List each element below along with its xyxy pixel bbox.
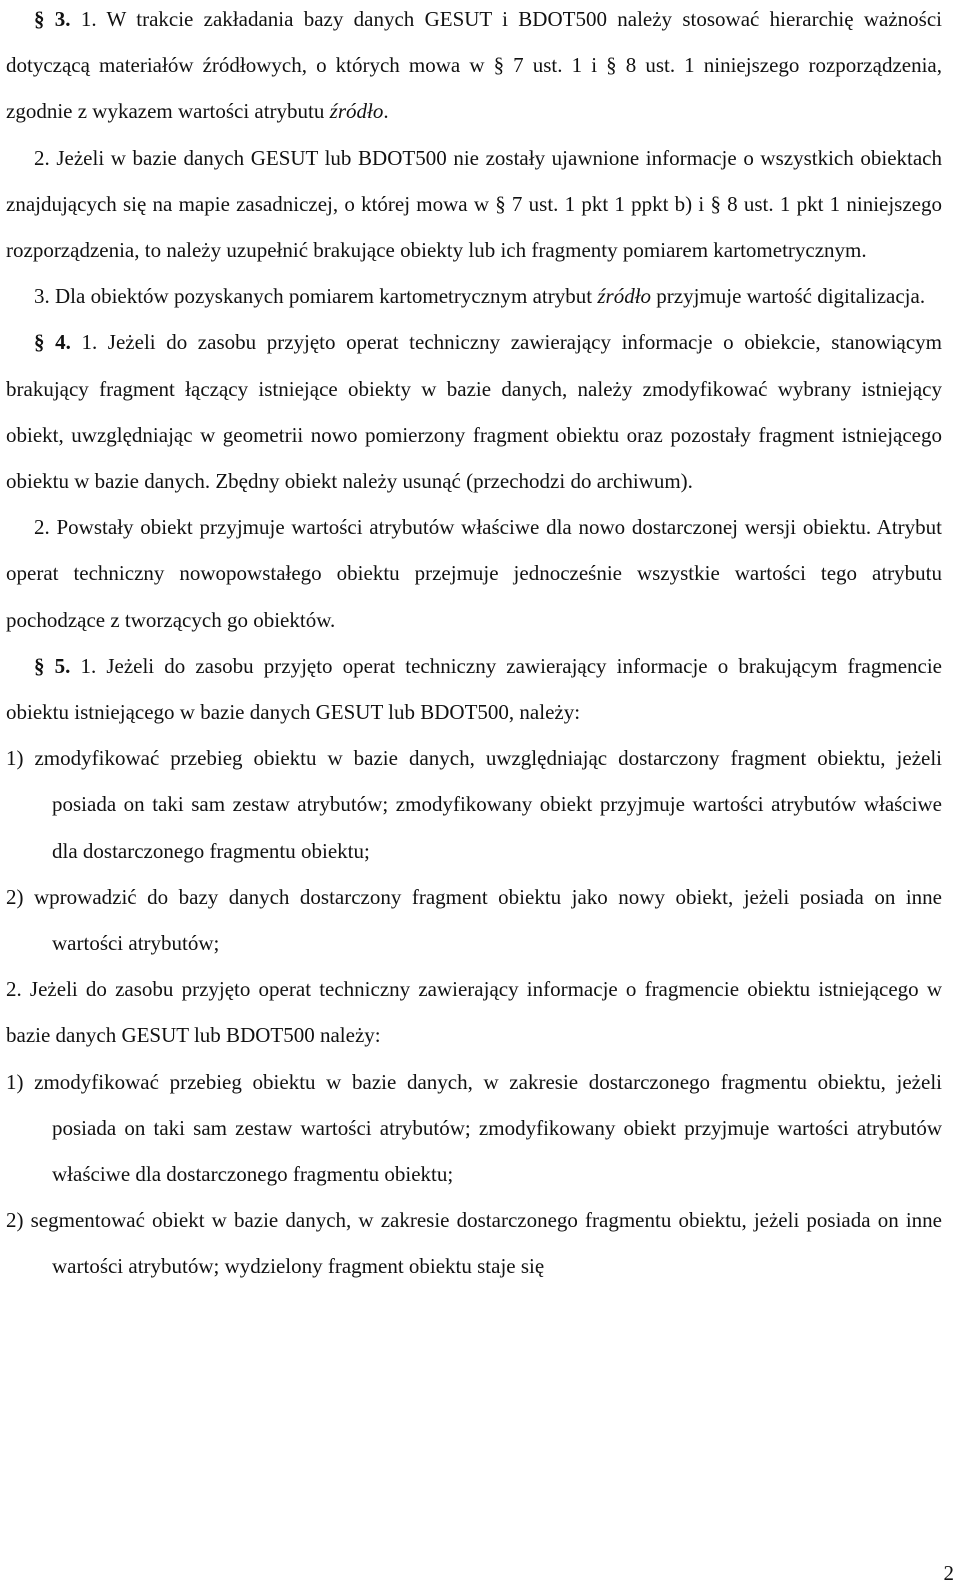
s3-p3-text-b: przyjmuje wartość digitalizacja. xyxy=(651,284,926,309)
s3-p1-italic: źródło xyxy=(329,99,384,124)
s5-p1-list-item-2: 2) wprowadzić do bazy danych dostarczony fragment obiektu jako nowy obiekt, jeżeli posiada on inne wartości atrybutów; xyxy=(6,884,942,956)
s5-p2-text: 2. Jeżeli do zasobu przyjęto operat techniczny zawierający informacje o fragmencie obiektu istniejącego w bazie danych GESUT lub BDOT500 należy: xyxy=(6,977,942,1048)
section-mark-4: § 4. xyxy=(34,330,71,355)
s5-p1-list-item-1: 1) zmodyfikować przebieg obiektu w bazie danych, uwzględniając dostarczony fragment obiektu, jeżeli posiada on taki sam zestaw atrybutów; zmodyfikowany obiekt przyjmuje wartości atrybutów właściwe dla dostarczonego fragmentu obiektu; xyxy=(6,746,942,863)
section-mark-5: § 5. xyxy=(34,653,71,678)
s3-p3-italic: źródło xyxy=(597,284,652,309)
s4-paragraph-1 xyxy=(6,319,942,504)
s4-p1-text: 1. Jeżeli do zasobu przyjęto operat techniczny zawierający informacje o obiekcie, stanowiącym brakujący fragment łączący istniejące obiekty w bazie danych, należy zmodyfikować wybrany istniejący obiekt, uwzględniając w geometrii nowo pomierzony fragment obiektu oraz pozostały fragment istniejącego obiektu w bazie danych. Zbędny obiekt należy usunąć (przechodzi do archiwum). xyxy=(6,330,943,494)
s3-paragraph-2 xyxy=(6,135,942,274)
s5-p2-list-item-2: 2) segmentować obiekt w bazie danych, w zakresie dostarczonego fragmentu obiektu, jeżeli posiada on inne wartości atrybutów; wydzielony fragment obiektu staje się xyxy=(6,1208,942,1279)
section-mark-3: § 3. xyxy=(34,7,71,31)
s3-p1-end: . xyxy=(383,99,389,124)
page-number: 2 xyxy=(943,1561,954,1585)
s3-p3-text-a: 3. Dla obiektów pozyskanych pomiarem kartometrycznym atrybut xyxy=(34,284,598,309)
document-page xyxy=(6,0,942,1290)
s3-p1-text: 1. W trakcie zakładania bazy danych GESUT i BDOT500 należy stosować hierarchię ważności dotyczącą materiałów źródłowych, o których mowa w § 7 ust. 1 i § 8 ust. 1 niniejszego rozporządzenia, zgodnie z wykazem wartości atrybutu xyxy=(6,7,943,124)
s4-p2-text: 2. Powstały obiekt przyjmuje wartości atrybutów właściwe dla nowo dostarczonej wersji obiektu. Atrybut operat techniczny nowopowstałego obiektu przejmuje jednocześnie wszystkie wartości tego atrybutu pochodzące z tworzących go obiektów. xyxy=(6,515,942,632)
s5-p1-text: 1. Jeżeli do zasobu przyjęto operat techniczny zawierający informacje o brakującym fragmencie obiektu istniejącego w bazie danych GESUT lub BDOT500, należy: xyxy=(6,653,942,725)
s3-p2-text: 2. Jeżeli w bazie danych GESUT lub BDOT500 nie zostały ujawnione informacje o wszystkich obiektach znajdujących się na mapie zasadniczej, o której mowa w § 7 ust. 1 pkt 1 ppkt b) i § 8 ust. 1 pkt 1 niniejszego rozporządzenia, to należy uzupełnić brakujące obiekty lub ich fragmenty pomiarem kartometrycznym. xyxy=(6,145,942,263)
s5-paragraph-1 xyxy=(6,643,942,735)
s5-paragraph-2 xyxy=(6,966,942,1058)
s5-p2-list-item-1: 1) zmodyfikować przebieg obiektu w bazie danych, w zakresie dostarczonego fragmentu obiektu, jeżeli posiada on taki sam zestaw wartości atrybutów; zmodyfikowany obiekt przyjmuje wartości atrybutów właściwe dla dostarczonego fragmentu obiektu; xyxy=(6,1069,942,1187)
s3-paragraph-1 xyxy=(6,0,942,135)
s4-paragraph-2 xyxy=(6,504,942,643)
s3-paragraph-3 xyxy=(6,273,942,319)
